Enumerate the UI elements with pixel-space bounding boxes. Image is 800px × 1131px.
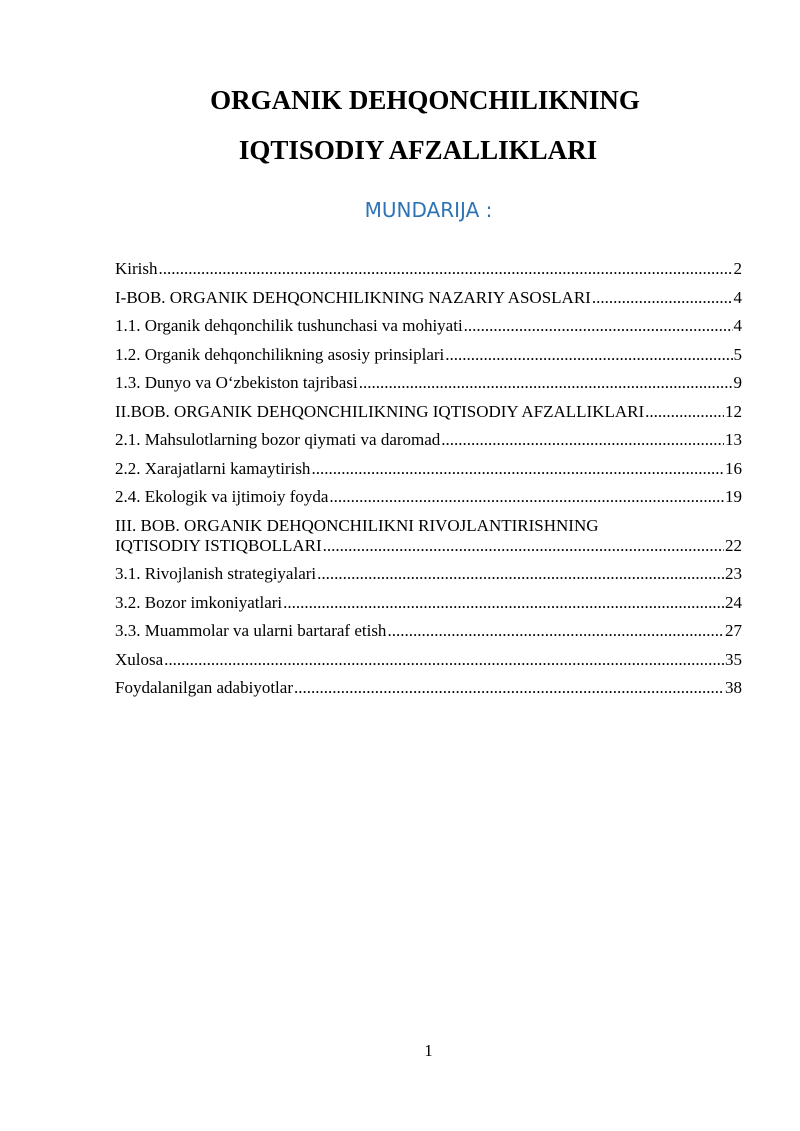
toc-entry-2-2[interactable] [115, 459, 742, 479]
title-line-1: ORGANIK DEHQONCHILIKNING [210, 85, 640, 115]
toc-leader-dots [445, 345, 732, 365]
toc-entry-text: Kirish [115, 259, 158, 278]
toc-entry-3-2[interactable] [115, 593, 742, 613]
toc-entry-1-2[interactable] [115, 345, 742, 365]
toc-entry-text: Xulosa [115, 649, 164, 669]
toc-leader-dots [323, 536, 724, 556]
toc-entry-page: 24 [725, 592, 742, 612]
toc-entry-page: 19 [725, 487, 742, 506]
toc-entry-chapter-3[interactable] [115, 516, 742, 556]
toc-entry-2-1[interactable] [115, 430, 742, 450]
toc-entry-page: 9 [733, 373, 742, 392]
toc-entry-page: 13 [725, 430, 742, 449]
toc-entry-text: IQTISODIY ISTIQBOLLARI [115, 535, 322, 555]
toc-entry-page: 16 [725, 458, 742, 478]
toc-entry-text: 2.2. Xarajatlarni kamaytirish [115, 458, 311, 478]
toc-entry-page: 4 [733, 316, 742, 335]
toc-entry-3-1[interactable] [115, 564, 742, 584]
toc-entry-chapter-1[interactable] [115, 288, 742, 308]
toc-entry-text: I-BOB. ORGANIK DEHQONCHILIKNING NAZARIY ASOSLARI [115, 287, 591, 307]
toc-leader-dots [164, 650, 724, 670]
toc-leader-dots [311, 459, 724, 479]
toc-entry-text: 2.1. Mahsulotlarning bozor qiymati va daromad [115, 430, 441, 449]
toc-entry-text: 1.1. Organik dehqonchilik tushunchasi va mohiyati [115, 316, 463, 335]
title-line-2: IQTISODIY AFZALLIKLARI [238, 135, 598, 165]
toc-leader-dots [317, 564, 724, 584]
toc-entry-text: 3.2. Bozor imkoniyatlari [115, 592, 283, 612]
toc-entry-page: 38 [725, 678, 742, 697]
table-of-contents [115, 259, 742, 707]
toc-heading: MUNDARIJA : [364, 198, 493, 222]
toc-entry-text: Foydalanilgan adabiyotlar [115, 678, 293, 697]
toc-entry-page: 4 [733, 287, 742, 307]
toc-entry-text: 3.3. Muammolar va ularni bartaraf etish [115, 621, 387, 640]
toc-entry-text: 3.1. Rivojlanish strategiyalari [115, 564, 317, 583]
toc-leader-dots [283, 593, 724, 613]
page-number: 1 [424, 1041, 433, 1060]
toc-leader-dots [359, 373, 733, 393]
toc-leader-dots [159, 259, 733, 279]
toc-entry-1-3[interactable] [115, 373, 742, 393]
toc-entry-page: 22 [725, 535, 742, 555]
toc-entry-1-1[interactable] [115, 316, 742, 336]
toc-entry-3-3[interactable] [115, 621, 742, 641]
toc-leader-dots [464, 316, 733, 336]
toc-entry-text: 1.2. Organik dehqonchilikning asosiy prinsiplari [115, 344, 445, 364]
toc-entry-chapter-2[interactable] [115, 402, 742, 422]
toc-entry-page: 5 [733, 344, 742, 364]
toc-entry-page: 23 [725, 564, 742, 583]
toc-leader-dots [441, 430, 724, 450]
toc-entry-text: 2.4. Ekologik va ijtimoiy foyda [115, 487, 329, 506]
document-title [0, 75, 800, 175]
toc-leader-dots [387, 621, 724, 641]
toc-entry-adabiyotlar[interactable] [115, 678, 742, 698]
toc-entry-page: 2 [733, 259, 742, 278]
toc-entry-text: 1.3. Dunyo va O‘zbekiston tajribasi [115, 373, 358, 392]
toc-leader-dots [592, 288, 733, 308]
toc-leader-dots [294, 678, 724, 698]
toc-entry-text-line-1: III. BOB. ORGANIK DEHQONCHILIKNI RIVOJLANTIRISHNING [115, 515, 599, 535]
toc-entry-row [115, 536, 742, 556]
toc-entry-xulosa[interactable] [115, 650, 742, 670]
toc-leader-dots [645, 402, 724, 422]
toc-leader-dots [329, 487, 724, 507]
toc-entry-page: 27 [725, 621, 742, 640]
toc-entry-kirish[interactable] [115, 259, 742, 279]
toc-entry-2-4[interactable] [115, 487, 742, 507]
toc-entry-page: 12 [725, 401, 742, 421]
toc-entry-page: 35 [725, 649, 742, 669]
toc-entry-text: II.BOB. ORGANIK DEHQONCHILIKNING IQTISODIY AFZALLIKLARI [115, 401, 645, 421]
